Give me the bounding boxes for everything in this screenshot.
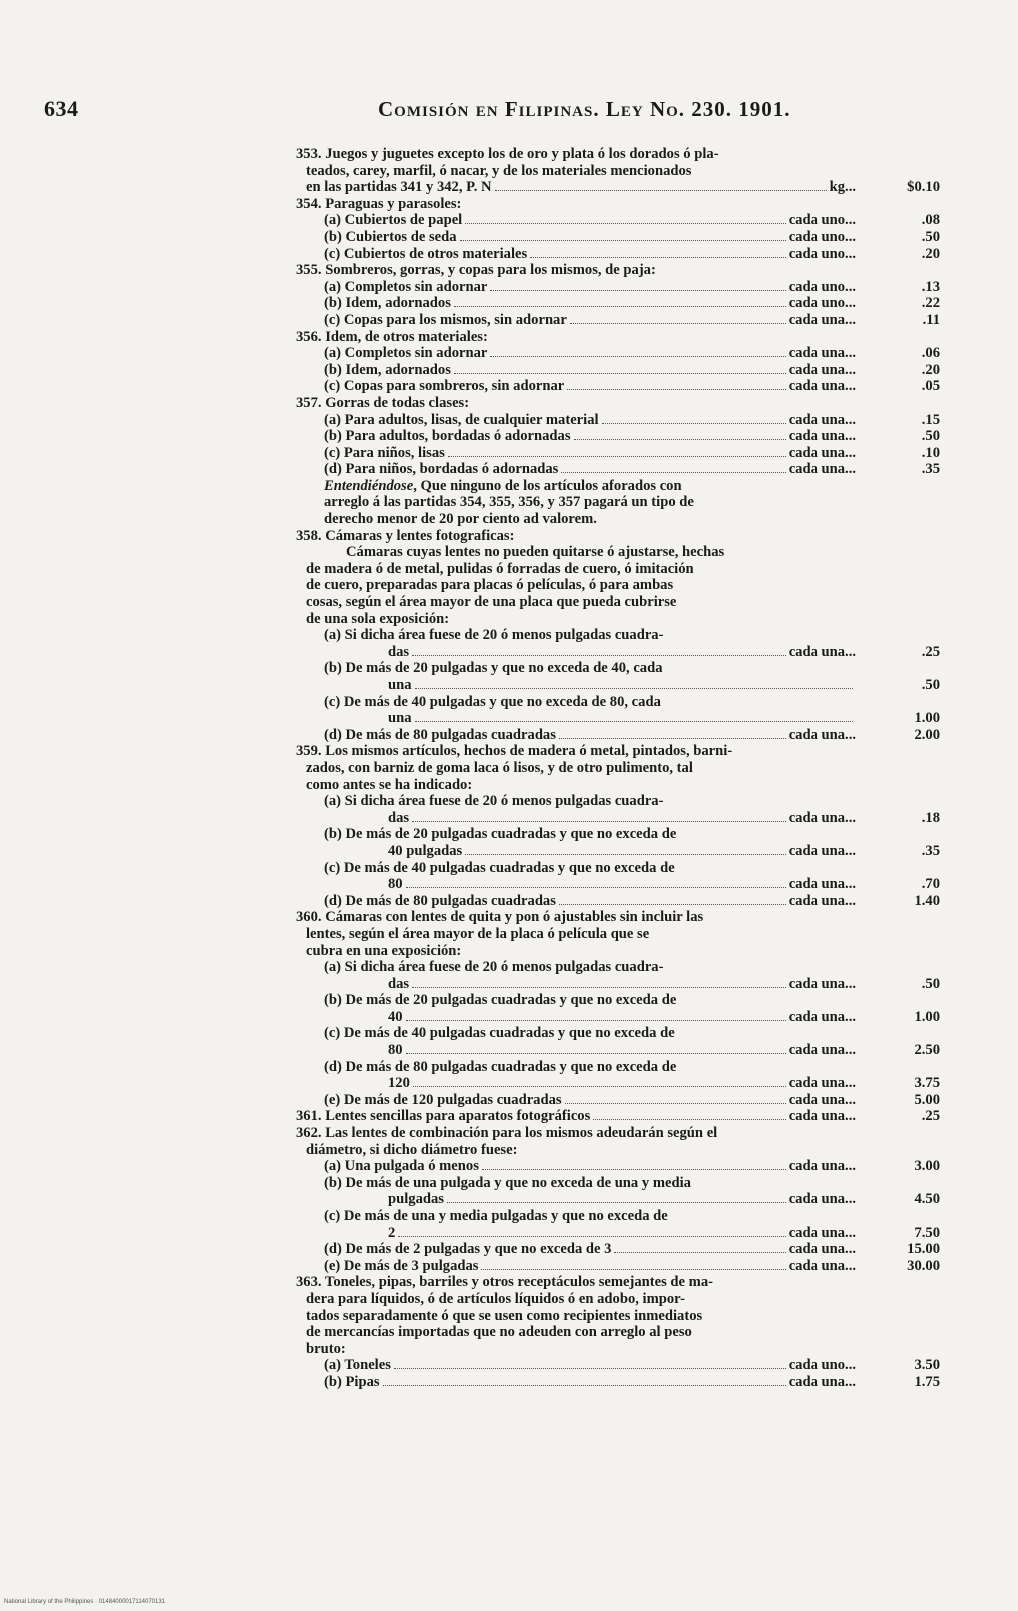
schedule-line: [296, 345, 940, 362]
line-text: (a) Completos sin adornar: [324, 278, 488, 295]
line-text: (d) De más de 2 pulgadas y que no exceda de 3: [324, 1241, 612, 1258]
unit-label: cada una...: [788, 975, 856, 992]
duty-rate: .15: [921, 411, 940, 428]
line-text: cubra en una exposición:: [306, 942, 462, 959]
line-text: (a) Si dicha área fuese de 20 ó menos pulgadas cuadra-: [324, 959, 664, 976]
unit-label: cada uno...: [788, 228, 856, 245]
line-text: (b) De más de 20 pulgadas cuadradas y que no exceda de: [324, 992, 677, 1009]
leader-dots: [383, 1384, 786, 1386]
schedule-line: [296, 793, 856, 810]
leader-dots: [412, 654, 786, 656]
leader-dots: [490, 355, 785, 357]
unit-label: cada una...: [788, 1373, 856, 1390]
line-text: de cuero, preparadas para placas ó películas, ó para ambas: [306, 577, 674, 594]
schedule-line: [296, 245, 940, 263]
schedule-line: [296, 278, 940, 296]
line-text: cosas, según el área mayor de una placa que pueda cubrirse: [306, 594, 677, 611]
unit-label: cada una...: [788, 1158, 856, 1175]
schedule-line: [296, 1158, 940, 1175]
schedule-line: [296, 594, 856, 611]
line-text: de mercancías importadas que no adeuden con arreglo al peso: [306, 1324, 692, 1341]
line-text: (c) Cubiertos de otros materiales: [324, 245, 528, 262]
line-text: (c) Copas para sombreros, sin adornar: [324, 378, 565, 395]
leader-dots: [495, 189, 827, 191]
leader-dots: [561, 471, 785, 473]
line-text: 2: [388, 1224, 396, 1241]
line-text: (a) Cubiertos de papel: [324, 212, 463, 229]
duty-rate: .05: [921, 378, 940, 395]
duty-rate: .35: [921, 461, 940, 478]
leader-dots: [570, 322, 786, 324]
line-text: (b) Pipas: [324, 1373, 380, 1390]
line-text: (c) Para niños, lisas: [324, 444, 445, 461]
line-text: (c) De más de una y media pulgadas y que no exceda de: [324, 1208, 668, 1224]
schedule-line: [296, 975, 940, 993]
schedule-line: [296, 544, 856, 561]
schedule-line: [296, 1274, 856, 1291]
line-text: teados, carey, marfil, ó nacar, y de los materiales mencionados: [306, 162, 692, 179]
unit-label: cada una...: [788, 411, 856, 428]
duty-rate: .70: [921, 876, 940, 893]
schedule-line: [296, 1175, 856, 1192]
schedule-line: [296, 262, 856, 279]
leader-dots: [413, 1085, 786, 1087]
leader-dots: [602, 422, 786, 424]
duty-rate: 3.50: [914, 1357, 940, 1374]
line-text: (b) Cubiertos de seda: [324, 228, 457, 245]
schedule-line: [296, 760, 856, 777]
line-text: 355. Sombreros, gorras, y copas para los mismos, de paja:: [296, 262, 656, 279]
line-text: (c) De más de 40 pulgadas y que no exceda de 80, cada: [324, 693, 661, 710]
unit-label: cada una...: [788, 1042, 856, 1059]
line-text: diámetro, si dicho diámetro fuese:: [306, 1141, 518, 1158]
line-text: 80: [388, 876, 403, 893]
duty-rate: 1.40: [914, 892, 940, 909]
line-text: (b) Para adultos, bordadas ó adornadas: [324, 428, 571, 445]
unit-label: cada una...: [788, 428, 856, 445]
schedule-line: [296, 228, 940, 246]
unit-label: cada uno...: [788, 1357, 856, 1374]
unit-label: cada uno...: [788, 245, 856, 262]
line-text: en las partidas 341 y 342, P. N: [306, 179, 492, 196]
schedule-line: [296, 395, 856, 412]
schedule-line: [296, 511, 856, 528]
duty-rate: .22: [921, 295, 940, 312]
duty-rate: 3.00: [914, 1158, 940, 1175]
schedule-line: [296, 1357, 940, 1374]
schedule-line: [296, 677, 940, 694]
schedule-line: [296, 1208, 856, 1225]
unit-label: cada una...: [788, 842, 856, 859]
leader-dots: [415, 687, 853, 689]
schedule-line: [296, 943, 856, 960]
schedule-line: [296, 1125, 856, 1142]
duty-rate: 2.00: [914, 726, 940, 743]
unit-label: cada una...: [788, 345, 856, 362]
schedule-line: [296, 329, 856, 346]
line-text: 40 pulgadas: [388, 842, 463, 859]
line-text: 359. Los mismos artículos, hechos de madera ó metal, pintados, barni-: [296, 743, 733, 760]
running-title: Comisión en Filipinas. Ley No. 230. 1901.: [378, 97, 791, 121]
schedule-line: [296, 444, 940, 462]
line-text: 360. Cámaras con lentes de quita y pon ó ajustables sin incluir las: [296, 909, 704, 926]
unit-label: cada una...: [788, 444, 856, 461]
schedule-line: [296, 611, 856, 628]
schedule-line: [296, 478, 856, 495]
line-text: (d) De más de 80 pulgadas cuadradas y que no exceda de: [324, 1058, 677, 1075]
line-text: (a) Completos sin adornar: [324, 345, 488, 362]
schedule-line: [296, 926, 856, 943]
line-text: zados, con barniz de goma laca ó lisos, y de otro pulimento, tal: [306, 759, 693, 776]
duty-rate: 3.75: [914, 1075, 940, 1092]
leader-dots: [448, 455, 786, 457]
line-text: (e) De más de 3 pulgadas: [324, 1257, 479, 1274]
unit-label: cada una...: [788, 1241, 856, 1258]
schedule-line: [296, 295, 940, 312]
line-text: (a) Si dicha área fuese de 20 ó menos pulgadas cuadra-: [324, 793, 664, 810]
line-text: arreglo á las partidas 354, 355, 356, y 357 pagará un tipo de: [324, 494, 694, 511]
schedule-line: [296, 826, 856, 843]
line-text: (c) De más de 40 pulgadas cuadradas y que no exceda de: [324, 1025, 675, 1042]
schedule-line: [296, 1324, 856, 1341]
schedule-line: [296, 1091, 940, 1109]
schedule-line: [296, 494, 856, 511]
page-number: 634: [44, 96, 79, 121]
schedule-line: [296, 1142, 856, 1159]
line-text: (a) Una pulgada ó menos: [324, 1158, 479, 1175]
line-text: una: [388, 677, 412, 693]
duty-rate: .10: [921, 444, 940, 461]
duty-rate: 5.00: [914, 1091, 940, 1108]
schedule-line: [296, 694, 856, 711]
schedule-line: [296, 1291, 856, 1308]
line-text: 361. Lentes sencillas para aparatos fotográficos: [296, 1108, 591, 1125]
scan-footer-caption: National Library of the Philippines · 01484000017114070131: [4, 1599, 166, 1605]
duty-rate: .11: [922, 311, 940, 328]
schedule-line: [296, 1025, 856, 1042]
schedule-line: [296, 992, 856, 1009]
line-text: lentes, según el área mayor de la placa ó película que se: [306, 925, 650, 942]
schedule-line: [296, 1108, 940, 1125]
schedule-line: [296, 909, 856, 926]
line-text: (b) De más de 20 pulgadas cuadradas y que no exceda de: [324, 826, 677, 843]
schedule-line: [296, 1341, 856, 1358]
unit-label: cada una...: [788, 809, 856, 826]
line-text: (a) Si dicha área fuese de 20 ó menos pulgadas cuadra-: [324, 627, 664, 644]
unit-label: cada una...: [788, 876, 856, 893]
leader-dots: [481, 1268, 785, 1270]
line-text: 357. Gorras de todas clases:: [296, 394, 470, 411]
duty-rate: .20: [921, 245, 940, 262]
unit-label: cada una...: [788, 378, 856, 395]
leader-dots: [460, 239, 786, 241]
schedule-line: [296, 212, 940, 229]
schedule-line: [296, 860, 856, 877]
line-text: (d) De más de 80 pulgadas cuadradas: [324, 726, 556, 743]
duty-rate: 1.00: [914, 1008, 940, 1025]
schedule-line: [296, 710, 940, 727]
schedule-line: [296, 196, 856, 213]
duty-rate: .50: [921, 975, 940, 992]
leader-dots: [465, 222, 785, 224]
unit-label: cada una...: [788, 1257, 856, 1274]
duty-rate: .50: [921, 228, 940, 245]
line-text: (b) De más de 20 pulgadas y que no exceda de 40, cada: [324, 660, 663, 677]
schedule-line: [296, 809, 940, 827]
schedule-line: [296, 1075, 940, 1092]
schedule-line: [296, 959, 856, 976]
line-text: Entendiéndose, Que ninguno de los artículos aforados con: [324, 477, 682, 494]
leader-dots: [559, 737, 786, 739]
leader-dots: [593, 1118, 785, 1120]
schedule-line: [296, 378, 940, 395]
schedule-line: [296, 1241, 940, 1258]
duty-rate: .25: [921, 1108, 940, 1125]
duty-rate: 2.50: [914, 1042, 940, 1059]
duty-rate: .50: [921, 428, 940, 445]
line-text: das: [388, 975, 410, 992]
leader-dots: [415, 720, 853, 722]
line-text: (e) De más de 120 pulgadas cuadradas: [324, 1091, 562, 1108]
page-header: [0, 96, 1018, 130]
duty-rate: 1.00: [914, 710, 940, 727]
unit-label: cada una...: [788, 643, 856, 660]
unit-label: cada una...: [788, 311, 856, 328]
schedule-line: [296, 1373, 940, 1391]
leader-dots: [412, 986, 786, 988]
line-text: una: [388, 710, 412, 727]
schedule-line: [296, 726, 940, 744]
duty-rate: .25: [921, 643, 940, 660]
leader-dots: [490, 289, 785, 291]
tariff-schedule: [296, 146, 940, 1391]
duty-rate: 4.50: [914, 1191, 940, 1208]
line-text: (c) De más de 40 pulgadas cuadradas y que no exceda de: [324, 859, 675, 876]
line-text: dera para líquidos, ó de artículos líquidos ó en adobo, impor-: [306, 1290, 685, 1307]
schedule-line: [296, 660, 856, 677]
schedule-line: [296, 1008, 940, 1026]
unit-label: cada una...: [788, 892, 856, 909]
line-text: bruto:: [306, 1340, 346, 1357]
leader-dots: [454, 372, 786, 374]
schedule-line: [296, 1257, 940, 1275]
unit-label: cada una...: [788, 461, 856, 478]
line-text: (b) Idem, adornados: [324, 295, 451, 312]
duty-rate: .35: [921, 842, 940, 859]
unit-label: cada una...: [788, 1075, 856, 1092]
leader-dots: [530, 256, 786, 258]
line-text: (b) De más de una pulgada y que no exceda de una y media: [324, 1174, 691, 1191]
line-text: derecho menor de 20 por ciento ad valorem.: [324, 511, 597, 528]
duty-rate: .20: [921, 361, 940, 378]
duty-rate: 1.75: [914, 1373, 940, 1390]
schedule-line: [296, 643, 940, 661]
leader-dots: [406, 886, 786, 888]
leader-dots: [406, 1019, 786, 1021]
unit-label: cada una...: [788, 1191, 856, 1208]
schedule-line: [296, 411, 940, 429]
schedule-line: [296, 1059, 856, 1076]
leader-dots: [394, 1367, 786, 1369]
line-text: 362. Las lentes de combinación para los mismos adeudarán según el: [296, 1125, 718, 1142]
line-text: de una sola exposición:: [306, 610, 450, 627]
line-text: (a) Para adultos, lisas, de cualquier material: [324, 411, 599, 428]
duty-rate: .13: [921, 278, 940, 295]
line-text: de madera ó de metal, pulidas ó forradas de cuero, ó imitación: [306, 560, 694, 577]
schedule-line: [296, 1042, 940, 1059]
unit-label: cada una...: [788, 1008, 856, 1025]
schedule-line: [296, 311, 940, 329]
schedule-line: [296, 163, 856, 180]
leader-dots: [567, 388, 785, 390]
line-text: (d) De más de 80 pulgadas cuadradas: [324, 892, 556, 909]
schedule-line: [296, 1191, 940, 1208]
line-text: 40: [388, 1008, 403, 1025]
schedule-line: [296, 561, 856, 578]
line-text: (d) Para niños, bordadas ó adornadas: [324, 461, 559, 478]
leader-dots: [482, 1168, 786, 1170]
leader-dots: [465, 853, 785, 855]
unit-label: cada uno...: [788, 212, 856, 229]
duty-rate: 15.00: [907, 1241, 940, 1258]
schedule-line: [296, 179, 940, 196]
unit-label: cada una...: [788, 1108, 856, 1125]
line-text: das: [388, 643, 410, 660]
duty-rate: $0.10: [907, 179, 940, 196]
duty-rate: .18: [921, 809, 940, 826]
schedule-line: [296, 361, 940, 379]
line-text: das: [388, 809, 410, 826]
unit-label: cada una...: [788, 361, 856, 378]
leader-dots: [398, 1235, 785, 1237]
line-text: 363. Toneles, pipas, barriles y otros receptáculos semejantes de ma-: [296, 1274, 713, 1291]
line-text: pulgadas: [388, 1191, 444, 1208]
unit-label: cada uno...: [788, 278, 856, 295]
leader-dots: [412, 820, 786, 822]
line-text: como antes se ha indicado:: [306, 776, 473, 793]
schedule-line: [296, 1308, 856, 1325]
duty-rate: 7.50: [914, 1224, 940, 1241]
line-text: 356. Idem, de otros materiales:: [296, 328, 488, 345]
schedule-line: [296, 842, 940, 860]
line-text: (b) Idem, adornados: [324, 361, 451, 378]
schedule-line: [296, 627, 856, 644]
line-text: (c) Copas para los mismos, sin adornar: [324, 311, 567, 328]
schedule-line: [296, 1224, 940, 1242]
schedule-line: [296, 743, 856, 760]
schedule-line: [296, 528, 856, 545]
line-text: (a) Toneles: [324, 1357, 391, 1374]
schedule-line: [296, 428, 940, 445]
unit-label: kg...: [829, 179, 856, 196]
unit-label: cada una...: [788, 1091, 856, 1108]
unit-label: cada una...: [788, 726, 856, 743]
schedule-line: [296, 461, 940, 478]
duty-rate: .50: [921, 677, 940, 693]
duty-rate: 30.00: [907, 1257, 940, 1274]
leader-dots: [614, 1251, 785, 1253]
schedule-line: [296, 892, 940, 910]
leader-dots: [574, 438, 786, 440]
line-text: tados separadamente ó que se usen como recipientes inmediatos: [306, 1307, 703, 1324]
line-text: 358. Cámaras y lentes fotograficas:: [296, 527, 515, 544]
leader-dots: [447, 1201, 786, 1203]
leader-dots: [454, 305, 786, 307]
line-text: Cámaras cuyas lentes no pueden quitarse ó ajustarse, hechas: [346, 544, 725, 561]
line-text: 80: [388, 1042, 403, 1059]
duty-rate: .08: [921, 212, 940, 229]
schedule-line: [296, 577, 856, 594]
leader-dots: [559, 903, 786, 905]
leader-dots: [565, 1102, 786, 1104]
line-text: 353. Juegos y juguetes excepto los de oro y plata ó los dorados ó pla-: [296, 146, 719, 162]
schedule-line: [296, 777, 856, 794]
line-text: 354. Paraguas y parasoles:: [296, 195, 462, 212]
duty-rate: .06: [921, 345, 940, 362]
schedule-line: [296, 146, 856, 163]
unit-label: cada uno...: [788, 295, 856, 312]
line-text: 120: [388, 1075, 410, 1092]
schedule-line: [296, 876, 940, 893]
unit-label: cada una...: [788, 1224, 856, 1241]
leader-dots: [406, 1052, 786, 1054]
